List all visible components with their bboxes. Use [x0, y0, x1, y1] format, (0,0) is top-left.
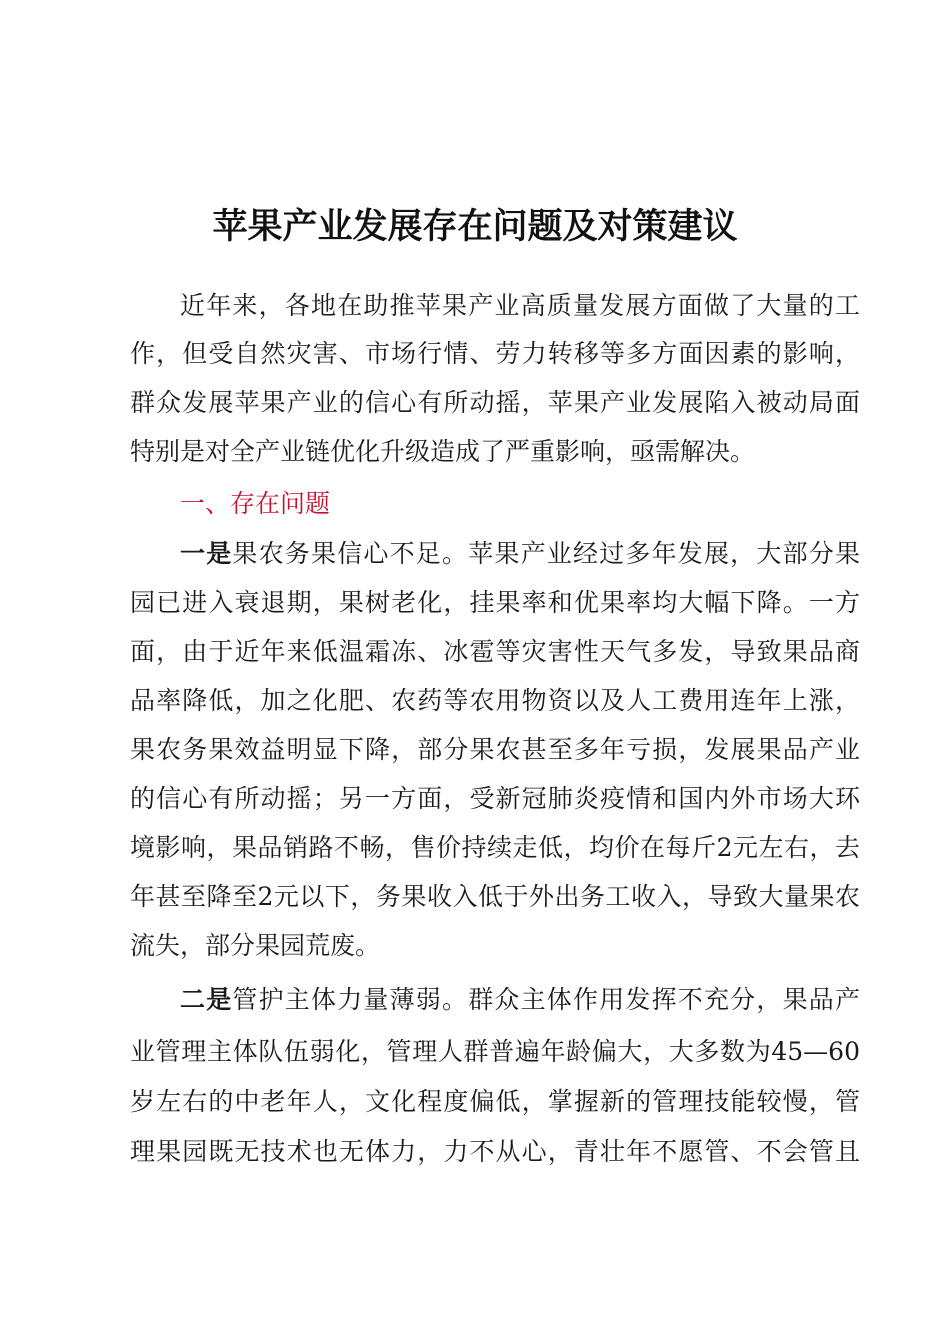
- point2-first-line-rest: 管护主体力量薄弱。群众主体作用发挥不充分，果品产: [232, 985, 860, 1014]
- point1-line-9: 流失，部分果园荒废。: [130, 931, 381, 960]
- point2-line-4: 理果园既无技术也无体力，力不从心，青壮年不愿管、不会管且: [130, 1137, 860, 1166]
- point1-line-4: 品率降低，加之化肥、农药等农用物资以及人工费用连年上涨，: [130, 686, 860, 715]
- point1-first-line: [180, 534, 860, 574]
- point1-line-8: 年甚至降至2元以下，务果收入低于外出务工收入，导致大量果农: [130, 882, 860, 911]
- point1-lead: 一是: [180, 539, 233, 568]
- document-title: 苹果产业发展存在问题及对策建议: [212, 207, 738, 247]
- point1-line-3: 面，由于近年来低温霜冻、冰雹等灾害性天气多发，导致果品商: [130, 637, 860, 666]
- point2-line-3: 岁左右的中老年人，文化程度偏低，掌握新的管理技能较慢，管: [130, 1087, 860, 1116]
- point1-line-5: 果农务果效益明显下降，部分果农甚至多年亏损，发展果品产业: [130, 735, 860, 764]
- section-heading: 一、存在问题: [180, 489, 331, 518]
- intro-line-4: 特别是对全产业链优化升级造成了严重影响，亟需解决。: [130, 437, 756, 466]
- intro-line-2: 作，但受自然灾害、市场行情、劳力转移等多方面因素的影响，: [130, 339, 860, 368]
- intro-line-1: 近年来，各地在助推苹果产业高质量发展方面做了大量的工: [180, 291, 860, 320]
- point1-line-2: 园已进入衰退期，果树老化，挂果率和优果率均大幅下降。一方: [130, 588, 860, 617]
- point1-first-line-rest: 果农务果信心不足。苹果产业经过多年发展，大部分果: [232, 539, 860, 568]
- intro-line-3: 群众发展苹果产业的信心有所动摇，苹果产业发展陷入被动局面: [130, 388, 860, 417]
- point2-first-line: [180, 980, 860, 1020]
- point2-line-2: 业管理主体队伍弱化，管理人群普遍年龄偏大，大多数为45—60: [130, 1037, 860, 1066]
- point2-lead: 二是: [180, 985, 233, 1014]
- point1-line-7: 境影响，果品销路不畅，售价持续走低，均价在每斤2元左右，去: [130, 833, 860, 862]
- point1-line-6: 的信心有所动摇；另一方面，受新冠肺炎疫情和国内外市场大环: [130, 784, 860, 813]
